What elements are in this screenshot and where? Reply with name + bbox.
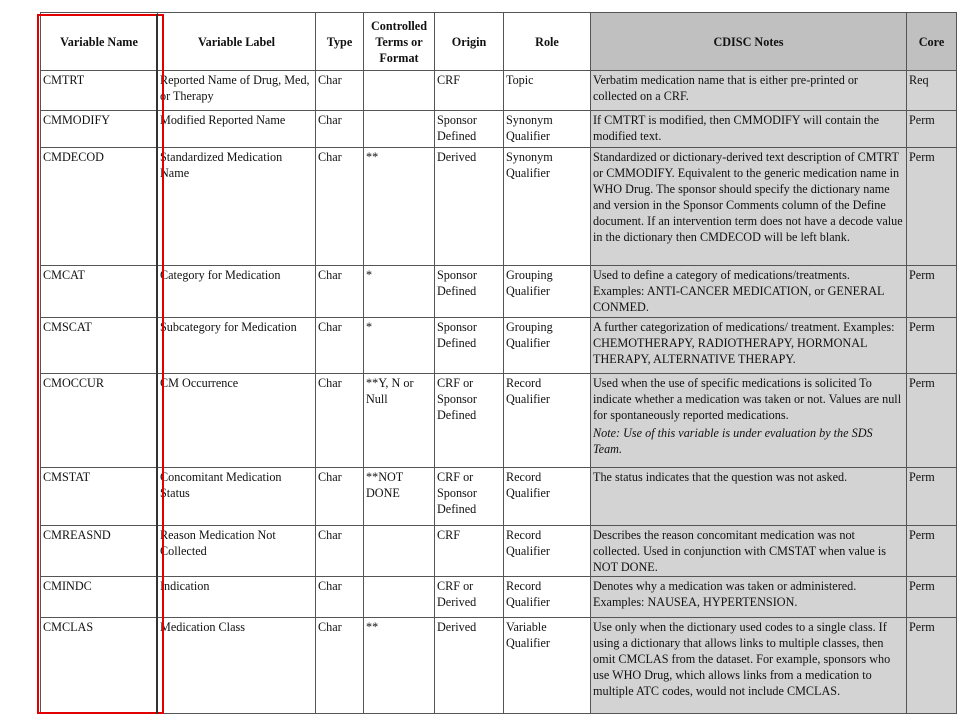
role-cell-text: Topic [506, 73, 534, 87]
core-cell-text: Perm [909, 320, 935, 334]
variable-label-cell-text: Indication [160, 579, 210, 593]
controlled-terms-cell-text: ** [366, 150, 379, 164]
core-cell [907, 374, 957, 468]
core-cell [907, 111, 957, 148]
origin-cell-text: Derived [437, 620, 477, 634]
controlled-terms-cell [364, 577, 435, 618]
origin-cell [435, 577, 504, 618]
type-cell [316, 148, 364, 266]
type-cell-text: Char [318, 579, 342, 593]
variable-label-cell [158, 468, 316, 526]
origin-cell-text: Sponsor Defined [437, 320, 477, 350]
variable-name-cell [41, 526, 158, 577]
cdisc-notes-cell [591, 111, 907, 148]
variable-name-cell-text: CMSCAT [43, 320, 92, 334]
controlled-terms-cell [364, 318, 435, 374]
type-cell-text: Char [318, 470, 342, 484]
cdisc-notes-cell-text: A further categorization of medications/ treatment. Examples: CHEMOTHERAPY, RADIOTHERAPY, HORMONAL THERAPY, ALTERNATIVE THERAPY. [593, 320, 895, 366]
role-cell-text: Variable Qualifier [506, 620, 550, 650]
variable-name-cell-text: CMCLAS [43, 620, 94, 634]
variable-label-cell-text: Subcategory for Medication [160, 320, 297, 334]
role-cell-text: Record Qualifier [506, 470, 550, 500]
core-cell-text: Perm [909, 620, 935, 634]
variable-name-cell-text: CMOCCUR [43, 376, 104, 390]
core-cell [907, 266, 957, 318]
variable-label-cell [158, 111, 316, 148]
origin-cell-text: CRF [437, 73, 461, 87]
core-cell [907, 526, 957, 577]
cdisc-note-italic: Note: Use of this variable is under evaluation by the SDS Team. [593, 426, 873, 456]
variable-label-cell [158, 71, 316, 111]
controlled-terms-cell [364, 148, 435, 266]
cdisc-notes-cell [591, 318, 907, 374]
type-cell [316, 374, 364, 468]
cdisc-notes-cell [591, 468, 907, 526]
cdisc-notes-cell [591, 577, 907, 618]
variable-name-cell [41, 374, 158, 468]
controlled-terms-cell-text: **Y, N or Null [366, 376, 414, 406]
variable-label-cell [158, 266, 316, 318]
variable-label-cell-text: CM Occurrence [160, 376, 239, 390]
controlled-terms-cell [364, 618, 435, 714]
role-cell-text: Record Qualifier [506, 579, 550, 609]
role-cell [504, 111, 591, 148]
variable-name-cell-text: CMSTAT [43, 470, 91, 484]
role-cell [504, 318, 591, 374]
table-row [41, 148, 957, 266]
table-row [41, 111, 957, 148]
core-cell-text: Perm [909, 528, 935, 542]
header-variable-name: Variable Name [41, 13, 158, 71]
cdisc-notes-cell-text: If CMTRT is modified, then CMMODIFY will contain the modified text. [593, 113, 879, 143]
controlled-terms-cell [364, 266, 435, 318]
core-cell-text: Perm [909, 150, 935, 164]
table-row [41, 468, 957, 526]
role-cell [504, 148, 591, 266]
core-cell-text: Perm [909, 376, 935, 390]
header-cdisc-notes: CDISC Notes [591, 13, 907, 71]
variable-label-cell-text: Medication Class [160, 620, 245, 634]
variable-label-cell [158, 374, 316, 468]
core-cell [907, 148, 957, 266]
table-row [41, 266, 957, 318]
controlled-terms-cell [364, 71, 435, 111]
origin-cell [435, 148, 504, 266]
origin-cell [435, 318, 504, 374]
variable-name-cell-text: CMREASND [43, 528, 111, 542]
role-cell-text: Grouping Qualifier [506, 268, 553, 298]
variable-name-cell [41, 266, 158, 318]
cdisc-notes-cell [591, 618, 907, 714]
type-cell [316, 468, 364, 526]
variable-label-cell [158, 577, 316, 618]
table-row [41, 374, 957, 468]
cdisc-notes-cell [591, 266, 907, 318]
table-row [41, 318, 957, 374]
core-cell-text: Perm [909, 268, 935, 282]
table-row [41, 577, 957, 618]
controlled-terms-cell-text: **NOT DONE [366, 470, 404, 500]
variable-label-cell-text: Modified Reported Name [160, 113, 286, 127]
role-cell-text: Synonym Qualifier [506, 113, 553, 143]
type-cell [316, 71, 364, 111]
variable-name-cell [41, 148, 158, 266]
variable-name-cell [41, 577, 158, 618]
cm-variable-spec-table [40, 12, 957, 714]
header-origin: Origin [435, 13, 504, 71]
type-cell [316, 266, 364, 318]
role-cell-text: Grouping Qualifier [506, 320, 553, 350]
table-row [41, 71, 957, 111]
cdisc-notes-cell-text: Describes the reason concomitant medication was not collected. Used in conjunction with CMSTAT when value is NOT DONE. [593, 528, 886, 574]
role-cell [504, 468, 591, 526]
type-cell [316, 318, 364, 374]
cdisc-notes-cell-text: Use only when the dictionary used codes to a single class. If using a dictionary that allows links to multiple classes, then omit CMCLAS from the dataset. For example, sponsors who use WHO Drug, which allows links from a medication to multiple ATC codes, would not include CMCLAS. [593, 620, 891, 698]
origin-cell [435, 111, 504, 148]
header-role: Role [504, 13, 591, 71]
variable-label-cell [158, 148, 316, 266]
type-cell-text: Char [318, 150, 342, 164]
core-cell-text: Perm [909, 113, 935, 127]
variable-name-cell-text: CMCAT [43, 268, 85, 282]
variable-name-cell-text: CMMODIFY [43, 113, 111, 127]
header-controlled-terms: Controlled Terms or Format [364, 13, 435, 71]
header-core: Core [907, 13, 957, 71]
role-cell-text: Record Qualifier [506, 376, 550, 406]
controlled-terms-cell-text: ** [366, 620, 379, 634]
origin-cell [435, 71, 504, 111]
type-cell-text: Char [318, 113, 342, 127]
cdisc-notes-cell-text: Standardized or dictionary-derived text description of CMTRT or CMMODIFY. Equivalent to the generic medication name in WHO Drug. The sponsor should specify the dictionary name and version in the Sponsor Comments column of the Define document. If an intervention term does not have a decode value in the dictionary then CMDECOD will be left blank. [593, 150, 903, 244]
table-header-row [41, 13, 957, 71]
type-cell-text: Char [318, 528, 342, 542]
variable-label-cell-text: Concomitant Medication Status [160, 470, 282, 500]
variable-label-cell [158, 618, 316, 714]
variable-label-cell-text: Reported Name of Drug, Med, or Therapy [160, 73, 310, 103]
cdisc-notes-cell [591, 71, 907, 111]
variable-name-cell [41, 111, 158, 148]
origin-cell [435, 374, 504, 468]
role-cell [504, 374, 591, 468]
type-cell-text: Char [318, 268, 342, 282]
origin-cell [435, 266, 504, 318]
variable-name-cell [41, 618, 158, 714]
core-cell-text: Req [909, 73, 929, 87]
role-cell [504, 526, 591, 577]
role-cell-text: Record Qualifier [506, 528, 550, 558]
type-cell [316, 577, 364, 618]
cdisc-notes-cell [591, 148, 907, 266]
table-row [41, 618, 957, 714]
variable-name-cell [41, 318, 158, 374]
type-cell-text: Char [318, 73, 342, 87]
role-cell [504, 266, 591, 318]
variable-label-cell [158, 318, 316, 374]
type-cell-text: Char [318, 320, 342, 334]
role-cell [504, 577, 591, 618]
origin-cell-text: Sponsor Defined [437, 113, 477, 143]
variable-name-cell-text: CMINDC [43, 579, 92, 593]
controlled-terms-cell [364, 526, 435, 577]
cdisc-notes-cell-text: Used when the use of specific medications is solicited To indicate whether a medication was taken or not. Values are null for spontaneously reported medications. [593, 376, 902, 422]
core-cell [907, 71, 957, 111]
cdisc-notes-cell [591, 374, 907, 468]
variable-label-cell [158, 526, 316, 577]
origin-cell [435, 618, 504, 714]
core-cell [907, 577, 957, 618]
variable-label-cell-text: Standardized Medication Name [160, 150, 283, 180]
core-cell-text: Perm [909, 579, 935, 593]
core-cell [907, 468, 957, 526]
type-cell-text: Char [318, 620, 342, 634]
origin-cell-text: Sponsor Defined [437, 268, 477, 298]
cdisc-notes-cell-text: The status indicates that the question was not asked. [593, 470, 848, 484]
cdisc-notes-cell-text: Used to define a category of medications/treatments. Examples: ANTI-CANCER MEDICATION, or GENERAL CONMED. [593, 268, 884, 314]
cdisc-notes-cell-text: Verbatim medication name that is either pre-printed or collected on a CRF. [593, 73, 858, 103]
controlled-terms-cell [364, 111, 435, 148]
origin-cell-text: CRF or Sponsor Defined [437, 470, 477, 516]
origin-cell-text: CRF or Derived [437, 579, 477, 609]
variable-name-cell [41, 468, 158, 526]
variable-name-cell-text: CMDECOD [43, 150, 104, 164]
core-cell [907, 618, 957, 714]
variable-name-cell-text: CMTRT [43, 73, 85, 87]
controlled-terms-cell-text: * [366, 320, 373, 334]
controlled-terms-cell [364, 374, 435, 468]
origin-cell-text: CRF [437, 528, 461, 542]
variable-label-cell-text: Reason Medication Not Collected [160, 528, 276, 558]
header-variable-label: Variable Label [158, 13, 316, 71]
origin-cell [435, 468, 504, 526]
controlled-terms-cell-text: * [366, 268, 373, 282]
origin-cell-text: CRF or Sponsor Defined [437, 376, 477, 422]
type-cell-text: Char [318, 376, 342, 390]
controlled-terms-cell [364, 468, 435, 526]
type-cell [316, 618, 364, 714]
type-cell [316, 526, 364, 577]
variable-label-cell-text: Category for Medication [160, 268, 281, 282]
origin-cell-text: Derived [437, 150, 477, 164]
role-cell-text: Synonym Qualifier [506, 150, 553, 180]
origin-cell [435, 526, 504, 577]
variable-name-cell [41, 71, 158, 111]
role-cell [504, 71, 591, 111]
type-cell [316, 111, 364, 148]
cdisc-notes-cell-text: Denotes why a medication was taken or administered. Examples: NAUSEA, HYPERTENSION. [593, 579, 857, 609]
header-type: Type [316, 13, 364, 71]
cdisc-notes-cell [591, 526, 907, 577]
role-cell [504, 618, 591, 714]
table-row [41, 526, 957, 577]
core-cell [907, 318, 957, 374]
core-cell-text: Perm [909, 470, 935, 484]
